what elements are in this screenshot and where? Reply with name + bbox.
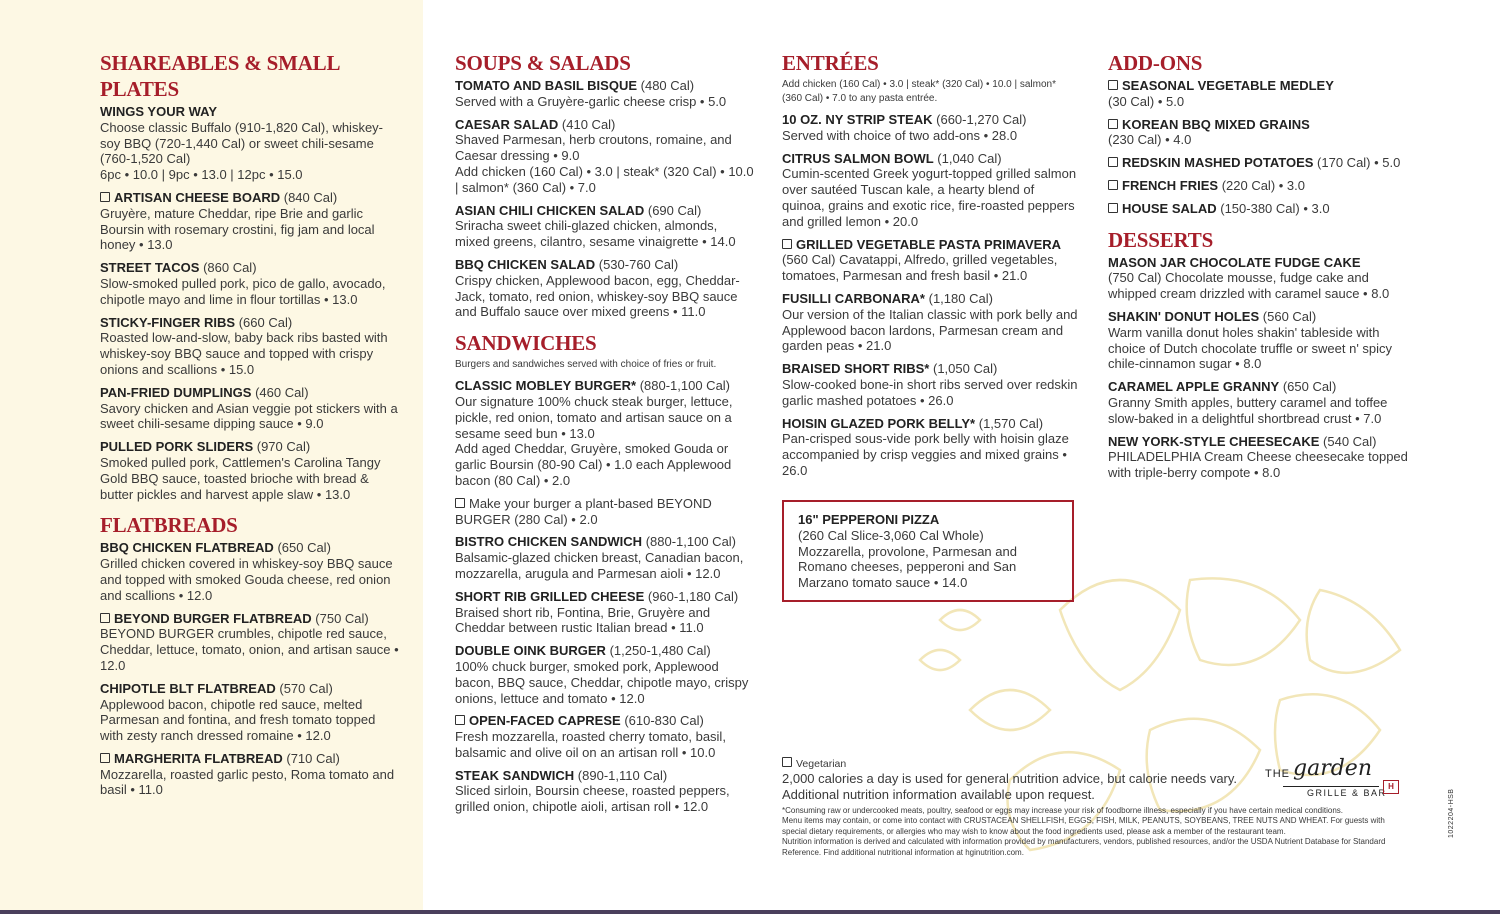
column-shareables-flatbreads bbox=[100, 48, 400, 805]
menu-item bbox=[782, 237, 1078, 284]
menu-item-name: NEW YORK-STYLE CHEESECAKE bbox=[1108, 433, 1320, 449]
menu-item bbox=[100, 681, 400, 744]
logo-the: THE bbox=[1265, 768, 1290, 780]
menu-item-extra: 6pc • 10.0 | 9pc • 13.0 | 12pc • 15.0 bbox=[100, 167, 303, 183]
menu-item bbox=[455, 496, 755, 528]
vegetarian-icon bbox=[782, 757, 792, 767]
menu-item-name: STICKY-FINGER RIBS bbox=[100, 314, 236, 330]
vegetarian-icon bbox=[455, 498, 465, 508]
menu-item-description: Mozzarella, roasted garlic pesto, Roma tomato and basil • 11.0 bbox=[100, 766, 395, 798]
entrees-list bbox=[782, 112, 1078, 479]
section-title-shareables: SHAREABLES & SMALL PLATES bbox=[100, 51, 340, 101]
menu-item-calories: (170 Cal) • 5.0 bbox=[1317, 155, 1401, 171]
menu-item bbox=[1108, 178, 1408, 194]
menu-item-name: MARGHERITA FLATBREAD bbox=[114, 750, 283, 766]
menu-item bbox=[455, 768, 755, 815]
menu-item-name: FUSILLI CARBONARA* bbox=[782, 290, 925, 306]
vegetarian-label: Vegetarian bbox=[796, 758, 847, 770]
menu-item-calories: (650 Cal) bbox=[1282, 379, 1337, 395]
menu-item-calories: (1,040 Cal) bbox=[937, 150, 1002, 166]
vegetarian-icon bbox=[1108, 80, 1118, 90]
menu-item bbox=[782, 112, 1078, 144]
menu-item bbox=[782, 361, 1078, 408]
menu-item-calories: (880-1,100 Cal) bbox=[639, 378, 731, 394]
menu-item bbox=[100, 260, 400, 307]
menu-item-name: SHORT RIB GRILLED CHEESE bbox=[455, 588, 645, 604]
menu-item-description: Our version of the Italian classic with pork belly and Applewood bacon lardons, Parmesan cream and garden peas • 21.0 bbox=[782, 306, 1078, 354]
menu-item bbox=[1108, 117, 1408, 149]
menu-item bbox=[455, 78, 755, 110]
menu-item bbox=[100, 385, 400, 432]
menu-item-calories: (840 Cal) bbox=[283, 189, 338, 205]
menu-item bbox=[455, 257, 755, 320]
vegetarian-icon bbox=[100, 192, 110, 202]
menu-item-description: Sriracha sweet chili-glazed chicken, almonds, mixed greens, cilantro, sesame vinaigrette • 14.0 bbox=[455, 218, 736, 250]
pizza-description: Mozzarella, provolone, Parmesan and Romano cheeses, pepperoni and San Marzano tomato sauce • 14.0 bbox=[798, 543, 1017, 591]
vegetarian-icon bbox=[455, 715, 465, 725]
flatbreads-list bbox=[100, 540, 400, 798]
menu-item-name: PULLED PORK SLIDERS bbox=[100, 439, 254, 455]
menu-code: 1022204-HSB bbox=[1448, 788, 1455, 838]
menu-item-calories: (710 Cal) bbox=[286, 750, 340, 766]
menu-item-description: (750 Cal) Chocolate mousse, fudge cake and whipped cream drizzled with caramel sauce • 8.0 bbox=[1108, 270, 1390, 302]
menu-item-description: (560 Cal) Cavatappi, Alfredo, grilled vegetables, tomatoes, Parmesan and fresh basil • 21.0 bbox=[782, 252, 1058, 284]
menu-item-name: SEASONAL VEGETABLE MEDLEY bbox=[1122, 78, 1334, 93]
menu-item-calories: (220 Cal) • 3.0 bbox=[1221, 177, 1306, 193]
menu-item-calories: (560 Cal) bbox=[1262, 308, 1317, 324]
menu-item-calories: (480 Cal) bbox=[640, 78, 695, 93]
menu-item-name: SHAKIN' DONUT HOLES bbox=[1108, 308, 1260, 324]
vegetarian-icon bbox=[1108, 119, 1118, 129]
logo-grille-bar: GRILLE & BAR bbox=[1307, 788, 1387, 798]
menu-item-calories: (750 Cal) bbox=[315, 610, 369, 626]
menu-item bbox=[782, 416, 1078, 479]
menu-item-description: Pan-crisped sous-vide pork belly with hoisin glaze accompanied by crisp veggies and mixed grains • 26.0 bbox=[782, 431, 1069, 478]
menu-item bbox=[1108, 201, 1408, 217]
menu-item bbox=[455, 203, 755, 250]
menu-item bbox=[455, 643, 755, 706]
menu-item-description: Applewood bacon, chipotle red sauce, melted Parmesan and fontina, and fresh tomato topped with zesty ranch dressed romaine • 12.0 bbox=[100, 696, 376, 744]
menu-item-calories: (970 Cal) bbox=[256, 439, 311, 455]
fine-print-nutrition: Nutrition information is derived and calculated with information provided by manufacturers, vendors, published resources, and/or the USDA Nutrient Database for Standard Reference. Find additional nutritional information at hginutrition.com. bbox=[782, 837, 1386, 857]
menu-item bbox=[455, 378, 755, 489]
menu-item bbox=[100, 439, 400, 502]
vegetarian-icon bbox=[782, 239, 792, 249]
menu-item-calories: (880-1,100 Cal) bbox=[645, 534, 737, 550]
menu-item-description: Sliced sirloin, Boursin cheese, roasted peppers, grilled onion, chipotle aioli, artisan roll • 12.0 bbox=[455, 783, 730, 815]
menu-item-name: BRAISED SHORT RIBS* bbox=[782, 361, 930, 377]
menu-item-name: ARTISAN CHEESE BOARD bbox=[114, 189, 281, 205]
menu-item bbox=[1108, 78, 1408, 110]
menu-item bbox=[455, 117, 755, 196]
garden-grille-logo bbox=[1265, 756, 1405, 802]
vegetarian-icon bbox=[100, 753, 110, 763]
logo-garden: garden bbox=[1293, 756, 1372, 781]
menu-item-description: Gruyère, mature Cheddar, ripe Brie and garlic Boursin with rosemary crostini, fig jam and local honey • 13.0 bbox=[100, 205, 375, 253]
menu-item-name: 10 OZ. NY STRIP STEAK bbox=[782, 112, 933, 127]
menu-item bbox=[1108, 434, 1408, 481]
menu-item bbox=[100, 540, 400, 603]
menu-item-name: KOREAN BBQ MIXED GRAINS bbox=[1122, 116, 1310, 132]
section-title-entrees: ENTRÉES bbox=[782, 51, 879, 75]
column-soups-sandwiches bbox=[455, 48, 755, 822]
menu-item bbox=[1108, 379, 1408, 426]
section-title-soups: SOUPS & SALADS bbox=[455, 51, 631, 75]
menu-item-name: STEAK SANDWICH bbox=[455, 767, 575, 783]
menu-item-extra: Add aged Cheddar, Gruyère, smoked Gouda or garlic Boursin (80-90 Cal) • 1.0 each Applewood bacon (80 Cal) • 2.0 bbox=[455, 441, 732, 488]
menu-item-description: Shaved Parmesan, herb croutons, romaine, and Caesar dressing • 9.0 bbox=[455, 132, 732, 164]
pizza-calories: (260 Cal Slice-3,060 Cal Whole) bbox=[798, 527, 984, 543]
menu-item-name: GRILLED VEGETABLE PASTA PRIMAVERA bbox=[796, 236, 1062, 252]
menu-item-name: ASIAN CHILI CHICKEN SALAD bbox=[455, 202, 645, 218]
menu-item-name: CHIPOTLE BLT FLATBREAD bbox=[100, 680, 276, 696]
menu-item-name: WINGS YOUR WAY bbox=[100, 104, 218, 119]
menu-item-description: Roasted low-and-slow, baby back ribs basted with whiskey-soy BBQ sauce and topped with crispy onions and scallions • 15.0 bbox=[100, 330, 388, 377]
menu-item-description: Balsamic-glazed chicken breast, Canadian bacon, mozzarella, arugula and Parmesan aioli • 12.0 bbox=[455, 550, 744, 581]
menu-item-name: OPEN-FACED CAPRESE bbox=[469, 713, 621, 729]
column-addons-desserts bbox=[1108, 48, 1408, 488]
menu-item-calories: (690 Cal) bbox=[647, 202, 702, 218]
menu-item-description: Fresh mozzarella, roasted cherry tomato, basil, balsamic and olive oil on an artisan roll • 10.0 bbox=[455, 729, 726, 760]
menu-item-name: HOUSE SALAD bbox=[1122, 200, 1217, 216]
menu-item-calories: (540 Cal) bbox=[1323, 433, 1377, 449]
sandwiches-list bbox=[455, 378, 755, 815]
menu-item-description: 100% chuck burger, smoked pork, Applewood bacon, BBQ sauce, Cheddar, chipotle mayo, crispy onions, lettuce and tomato • 12.0 bbox=[455, 658, 749, 706]
menu-item bbox=[100, 751, 400, 798]
menu-item bbox=[100, 104, 400, 183]
menu-item-name: DOUBLE OINK BURGER bbox=[455, 643, 606, 659]
vegetarian-icon bbox=[1108, 203, 1118, 213]
menu-item-description: BEYOND BURGER crumbles, chipotle red sauce, Cheddar, lettuce, tomato, onion, and artisan sauce • 12.0 bbox=[100, 626, 399, 673]
menu-item-description: Savory chicken and Asian veggie pot stickers with a sweet chili-sesame dipping sauce • 9.0 bbox=[100, 400, 398, 432]
menu-item-calories: (150-380 Cal) • 3.0 bbox=[1220, 200, 1330, 216]
menu-item bbox=[1108, 255, 1408, 302]
section-title-sandwiches: SANDWICHES bbox=[455, 331, 597, 356]
menu-item bbox=[782, 291, 1078, 354]
desserts-list bbox=[1108, 255, 1408, 481]
menu-item bbox=[782, 151, 1078, 230]
logo-rule bbox=[1283, 786, 1379, 787]
menu-item bbox=[1108, 309, 1408, 372]
fine-print bbox=[782, 806, 1402, 858]
menu-item-name: REDSKIN MASHED POTATOES bbox=[1122, 155, 1314, 171]
bottom-edge-bar bbox=[0, 910, 1500, 914]
menu-item-description: Served with a Gruyère-garlic cheese crisp • 5.0 bbox=[455, 93, 727, 109]
menu-item-description: Slow-smoked pulled pork, pico de gallo, avocado, chipotle mayo and lime in flour tortillas • 13.0 bbox=[100, 275, 386, 307]
section-title-addons: ADD-ONS bbox=[1108, 51, 1203, 75]
menu-item-description: Crispy chicken, Applewood bacon, egg, Cheddar-Jack, tomato, red onion, whiskey-soy BBQ sauce and Buffalo sauce over mixed greens • 11.0 bbox=[455, 272, 740, 320]
entrees-note: Add chicken (160 Cal) • 3.0 | steak* (320 Cal) • 10.0 | salmon* (360 Cal) • 7.0 to any pasta entrée. bbox=[782, 79, 1056, 104]
sandwiches-note: Burgers and sandwiches served with choice of fries or fruit. bbox=[455, 359, 717, 371]
menu-item-extra: Add chicken (160 Cal) • 3.0 | steak* (320 Cal) • 10.0 | salmon* (360 Cal) • 7.0 bbox=[455, 163, 754, 195]
menu-item-name: PAN-FRIED DUMPLINGS bbox=[100, 384, 252, 400]
menu-item-description: Granny Smith apples, buttery caramel and toffee slow-baked in a delightful shortbread crust • 7.0 bbox=[1108, 394, 1388, 426]
menu-item-calories: (660 Cal) bbox=[238, 314, 293, 330]
menu-item-calories: (1,180 Cal) bbox=[928, 290, 993, 306]
section-title-flatbreads: FLATBREADS bbox=[100, 513, 238, 538]
pizza-feature-box bbox=[782, 500, 1074, 602]
menu-item-name: CARAMEL APPLE GRANNY bbox=[1108, 379, 1280, 395]
vegetarian-icon bbox=[1108, 180, 1118, 190]
vegetarian-icon bbox=[100, 613, 110, 623]
menu-item-calories: (660-1,270 Cal) bbox=[936, 112, 1027, 127]
menu-item-name: MASON JAR CHOCOLATE FUDGE CAKE bbox=[1108, 254, 1361, 270]
fine-print-allergens: Menu items may contain, or come into contact with CRUSTACEAN SHELLFISH, EGGS, FISH, MILK, PEANUTS, SOYBEANS, TREE NUTS AND WHEAT. For guests with special dietary requirements, or allergies who may wish to know about the food ingredients used, please ask a member of the restaurant team. bbox=[782, 816, 1385, 836]
menu-item-calories: (860 Cal) bbox=[203, 260, 257, 276]
menu-item bbox=[455, 589, 755, 636]
menu-item-description: PHILADELPHIA Cream Cheese cheesecake topped with triple-berry compote • 8.0 bbox=[1108, 449, 1408, 481]
menu-item-calories: (1,050 Cal) bbox=[932, 361, 998, 377]
menu-item-description: Warm vanilla donut holes shakin' tableside with choice of Dutch chocolate truffle or sweet n' spicy chile-cinnamon sugar • 8.0 bbox=[1108, 324, 1393, 372]
menu-item-name: BISTRO CHICKEN SANDWICH bbox=[455, 534, 643, 550]
soups-list bbox=[455, 78, 755, 320]
menu-item-description: Cumin-scented Greek yogurt-topped grilled salmon over sautéed Tuscan kale, a hearty blend of quinoa, grains and exotic rice, fire-roasted peppers and grilled lemon • 20.0 bbox=[782, 166, 1077, 229]
menu-item-description: Slow-cooked bone-in short ribs served over redskin garlic mashed potatoes • 26.0 bbox=[782, 376, 1078, 408]
menu-item-description: Smoked pulled pork, Cattlemen's Carolina Tangy Gold BBQ sauce, toasted brioche with bread & butter pickles and harvest apple slaw • 13.0 bbox=[100, 454, 381, 502]
menu-item bbox=[455, 534, 755, 581]
decorative-petal-pattern bbox=[900, 550, 1500, 914]
menu-item-calories: (1,570 Cal) bbox=[978, 415, 1044, 431]
menu-item-calories: (960-1,180 Cal) bbox=[647, 588, 739, 604]
menu-item bbox=[1108, 155, 1408, 171]
shareables-list bbox=[100, 104, 400, 502]
menu-item-name: BBQ CHICKEN SALAD bbox=[455, 256, 596, 272]
menu-item-calories: (890-1,110 Cal) bbox=[577, 767, 668, 783]
section-title-desserts: DESSERTS bbox=[1108, 227, 1214, 252]
menu-item-name: FRENCH FRIES bbox=[1122, 177, 1219, 193]
menu-item bbox=[455, 713, 755, 760]
menu-item bbox=[100, 611, 400, 674]
pizza-name: 16" PEPPERONI PIZZA bbox=[798, 512, 940, 527]
menu-item-name: BBQ CHICKEN FLATBREAD bbox=[100, 540, 274, 556]
menu-item-description: Make your burger a plant-based BEYOND BURGER (280 Cal) • 2.0 bbox=[455, 495, 712, 527]
menu-item-calories: (570 Cal) bbox=[279, 680, 333, 696]
menu-item-calories: (530-760 Cal) bbox=[598, 256, 679, 272]
calorie-note: 2,000 calories a day is used for general nutrition advice, but calorie needs vary. Additional nutrition information available upon request. bbox=[782, 771, 1238, 802]
menu-item-name: CAESAR SALAD bbox=[455, 116, 559, 132]
menu-item-name: CITRUS SALMON BOWL bbox=[782, 150, 934, 166]
menu-item-name: STREET TACOS bbox=[100, 260, 200, 276]
menu-item bbox=[100, 190, 400, 253]
menu-item-description: Choose classic Buffalo (910-1,820 Cal), whiskey-soy BBQ (720-1,440 Cal) or sweet chili-sesame (760-1,520 Cal) bbox=[100, 119, 384, 167]
menu-item-name: CLASSIC MOBLEY BURGER* bbox=[455, 378, 637, 394]
menu-item-description: Braised short rib, Fontina, Brie, Gruyère and Cheddar between rustic Italian bread • 11.0 bbox=[455, 604, 711, 636]
menu-item bbox=[100, 315, 400, 378]
menu-item-name: HOISIN GLAZED PORK BELLY* bbox=[782, 415, 976, 431]
fine-print-raw-warning: *Consuming raw or undercooked meats, poultry, seafood or eggs may increase your risk of foodborne illness, especially if you have certain medical conditions. bbox=[782, 806, 1344, 815]
menu-item-calories: (610-830 Cal) bbox=[624, 713, 704, 729]
hilton-mark-icon: H bbox=[1383, 780, 1399, 794]
menu-item-calories: (1,250-1,480 Cal) bbox=[609, 643, 711, 659]
menu-item-description: (230 Cal) • 4.0 bbox=[1108, 132, 1192, 148]
menu-item-description: Served with choice of two add-ons • 28.0 bbox=[782, 127, 1018, 143]
column-entrees bbox=[782, 48, 1078, 486]
menu-item-name: TOMATO AND BASIL BISQUE bbox=[455, 78, 638, 93]
menu-item-description: Our signature 100% chuck steak burger, lettuce, pickle, red onion, tomato and artisan sauce on a sesame seed bun • 13.0 bbox=[455, 393, 733, 441]
vegetarian-icon bbox=[1108, 157, 1118, 167]
menu-item-description: (30 Cal) • 5.0 bbox=[1108, 93, 1185, 109]
addons-list bbox=[1108, 78, 1408, 217]
cream-margin-band bbox=[0, 0, 88, 914]
menu-item-calories: (460 Cal) bbox=[255, 384, 309, 400]
menu-item-calories: (650 Cal) bbox=[277, 540, 331, 556]
menu-item-name: BEYOND BURGER FLATBREAD bbox=[114, 610, 312, 626]
menu-item-calories: (410 Cal) bbox=[561, 116, 616, 132]
menu-item-description: Grilled chicken covered in whiskey-soy BBQ sauce and topped with smoked Gouda cheese, red onion and scallions • 12.0 bbox=[100, 556, 393, 603]
